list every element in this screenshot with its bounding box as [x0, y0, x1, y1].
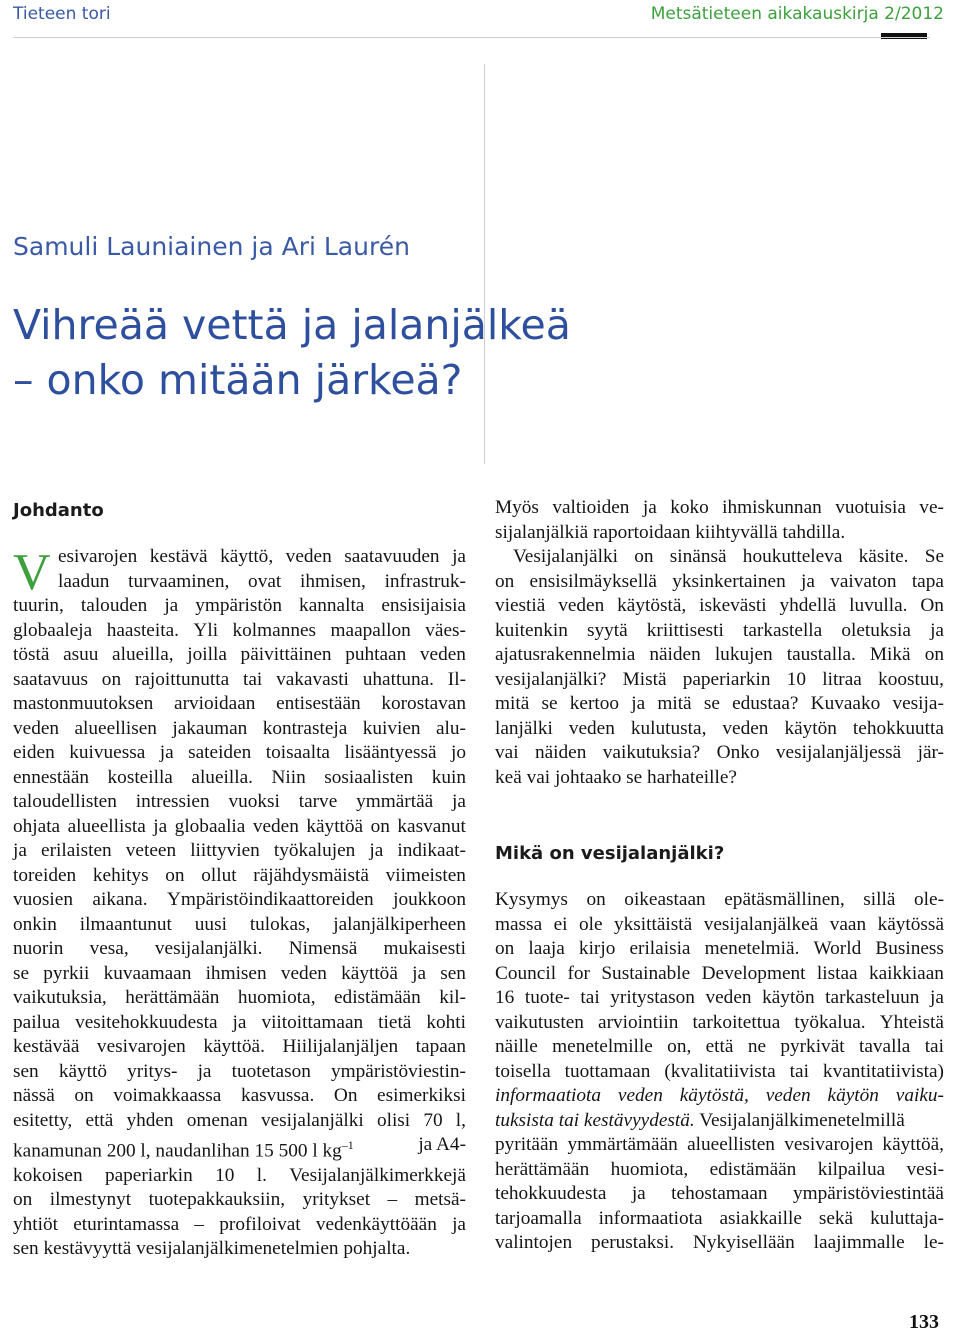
text-fragment: ja A4- [418, 1134, 466, 1155]
text-line [495, 1109, 944, 1134]
article-title [13, 298, 571, 408]
text-line: tuurin, talouden ja ympäristön kannalta ensisijaisia [13, 595, 466, 616]
text-line: ajatusrakennelmia näiden lukujen taustalla. Mikä on [495, 644, 944, 665]
text-line: taloudellisten intressien vuoksi tarve ymmärtää ja [13, 791, 466, 812]
text-line: mastonmuutoksen arvioidaan entisestään korostavan [13, 693, 466, 714]
text-line: se pyrkii kuvaamaan ihmisen veden käyttöä ja sen [13, 962, 466, 984]
superscript: –1 [341, 1138, 354, 1152]
article-authors: Samuli Launiainen ja Ari Laurén [13, 232, 410, 261]
text-line: tarjoamalla informaatiota asiakkaille sekä kuluttaja- [495, 1207, 944, 1229]
section-heading-johdanto: Johdanto [13, 500, 104, 521]
text-line: keä vai johtaako se harhateille? [495, 766, 737, 788]
text-line: toisella tuottamaan (kvalitatiivista tai kvantitatiivista) [495, 1060, 944, 1082]
text-line: näille menetelmille on, että ne pyrkivät tavalla tai [495, 1036, 944, 1057]
text-line: herättämään huomiota, edistämään kilpailua vesi- [495, 1158, 944, 1180]
italic-fragment: tuksista tai kestävyydestä. [495, 1109, 695, 1131]
text-line: on laaja kirjo erilaisia menetelmiä. World Business [495, 938, 944, 959]
text-line: Vesijalanjälki on sinänsä houkutteleva käsite. Se [513, 546, 944, 567]
text-fragment: Vesijalanjälkimenetelmillä [694, 1109, 905, 1131]
text-line: Kysymys on oikeastaan epätäsmällinen, sillä ole- [495, 889, 944, 910]
text-line: Council for Sustainable Development listaa kaikkiaan [495, 962, 944, 984]
text-line: veden alueellisen jakauman kontrasteja kuivien alu- [13, 717, 466, 739]
text-line: sen käyttö yritys- ja tuotetason ympäristöviestin- [13, 1060, 466, 1082]
text-line: vai näiden vaikutuksia? Onko vesijalanjäljessä jär- [495, 742, 944, 763]
text-line: eiden kuivuessa ja sateiden toisaalta lisääntyessä jo [13, 742, 466, 763]
text-line: vaikutuksia, herättämään huomiota, edistämään kil- [13, 987, 466, 1008]
italic-text-line: informaatiota veden käytöstä, veden käytön vaiku- [495, 1085, 944, 1106]
section-label: Tieteen tori [13, 4, 111, 24]
text-fragment: kanamunan 200 l, naudanlihan 15 500 l kg [13, 1140, 342, 1162]
text-line: vaikutusten arviointiin tarkoitettua työkalua. Yhteistä [495, 1011, 944, 1033]
left-column [13, 496, 466, 1262]
text-line: ja erilaisten veteen liittyvien työkalujen ja indikaat- [13, 840, 466, 861]
text-line: ennestään kosteilla alueilla. Niin sosiaalisten kuin [13, 766, 466, 788]
text-line: toreiden kehitys on ollut räjähdysmäistä viimeisten [13, 864, 466, 886]
text-line: nässä on voimakkaassa kasvussa. On esimerkiksi [13, 1085, 466, 1106]
title-line-2: – onko mitään järkeä? [13, 356, 463, 404]
text-line: mitä se kertoo ja mitä se edustaa? Kuvaako vesija- [495, 693, 944, 714]
section-heading-vesijalanjalki: Mikä on vesijalanjälki? [495, 843, 725, 864]
text-line [13, 1133, 466, 1164]
text-line: esitetty, että yhden omenan vesijalanjälki olisi 70 l, [13, 1109, 466, 1131]
text-line: laadun turvaaminen, ovat ihmisen, infrastruk- [58, 570, 466, 592]
text-line: sijalanjälkiä raportoidaan kiihtyvällä tahdilla. [495, 521, 846, 543]
text-line: pyritään ymmärtämään alueellisten vesivarojen käyttöä, [495, 1134, 944, 1155]
text-line: pailua vesitehokkuudesta ja viitoittamaan tietä kohti [13, 1011, 466, 1033]
text-line: on ensisilmäyksellä yksinkertainen ja vaivaton tapa [495, 570, 944, 592]
text-line: esivarojen kestävä käyttö, veden saatavuuden ja [58, 546, 466, 567]
text-line: kuitenkin syytä kriittisesti tarkastella oletuksia ja [495, 619, 944, 641]
text-line: vuosien aikana. Ympäristöindikaattoreiden joukkoon [13, 889, 466, 910]
text-line: sen kestävyyttä vesijalanjälkimenetelmien pohjalta. [13, 1238, 411, 1260]
text-line: vesijalanjälki? Mistä paperiarkin 10 litraa koostuu, [495, 668, 944, 690]
text-line: nuorin vesa, vesijalanjälki. Nimensä mukaisesti [13, 938, 466, 959]
text-line: saatavuus on rajoittunutta tai vakavasti uhattuna. Il- [13, 668, 466, 690]
text-line: viestiä veden käytöstä, iskevästi yhdellä luvulla. On [495, 595, 944, 616]
text-line: kestävää vesivarojen käyttöä. Hiilijalanjäljen tapaan [13, 1036, 466, 1057]
text-line: kokoisen paperiarkin 10 l. Vesijalanjälkimerkkejä [13, 1164, 466, 1186]
drop-cap: V [13, 544, 51, 601]
text-line: tehokkuudesta ja tehostamaan ympäristöviestintää [495, 1183, 944, 1204]
text-line: ohjata alueellista ja globaalia veden käyttöä on kasvanut [13, 815, 466, 837]
right-column [495, 496, 944, 1256]
text-line: valintojen perustaksi. Nykyisellään laajimmalle le- [495, 1232, 944, 1253]
journal-name: Metsätieteen aikakauskirja 2/2012 [650, 4, 944, 24]
text-line: yhtiöt eturintamassa – profiloivat vedenkäyttöään ja [13, 1213, 466, 1235]
text-line: töstä asuu alueilla, joilla päivittäinen puhtaan veden [13, 644, 466, 665]
text-line: globaaleja haasteita. Yli kolmannes maapallon väes- [13, 619, 466, 641]
text-line: Myös valtioiden ja koko ihmiskunnan vuotuisia ve- [495, 497, 944, 518]
text-line: 16 tuote- tai yritystason veden käytön tarkasteluun ja [495, 987, 944, 1008]
text-line: massa ei ole yksittäistä vesijalanjälkeä vaan käytössä [495, 913, 944, 935]
title-line-1: Vihreää vettä ja jalanjälkeä [13, 301, 571, 349]
text-line: onkin ilmaantunut uusi tulokas, jalanjälkiperheen [13, 913, 466, 935]
header-bar-mark [881, 33, 927, 39]
text-line: on ilmestynyt tuotepakkauksiin, yritykset – metsä- [13, 1189, 466, 1211]
page-number: 133 [909, 1311, 939, 1333]
header-rule [13, 37, 930, 38]
text-line: lanjälki veden kulutusta, veden käytön tehokkuutta [495, 717, 944, 739]
